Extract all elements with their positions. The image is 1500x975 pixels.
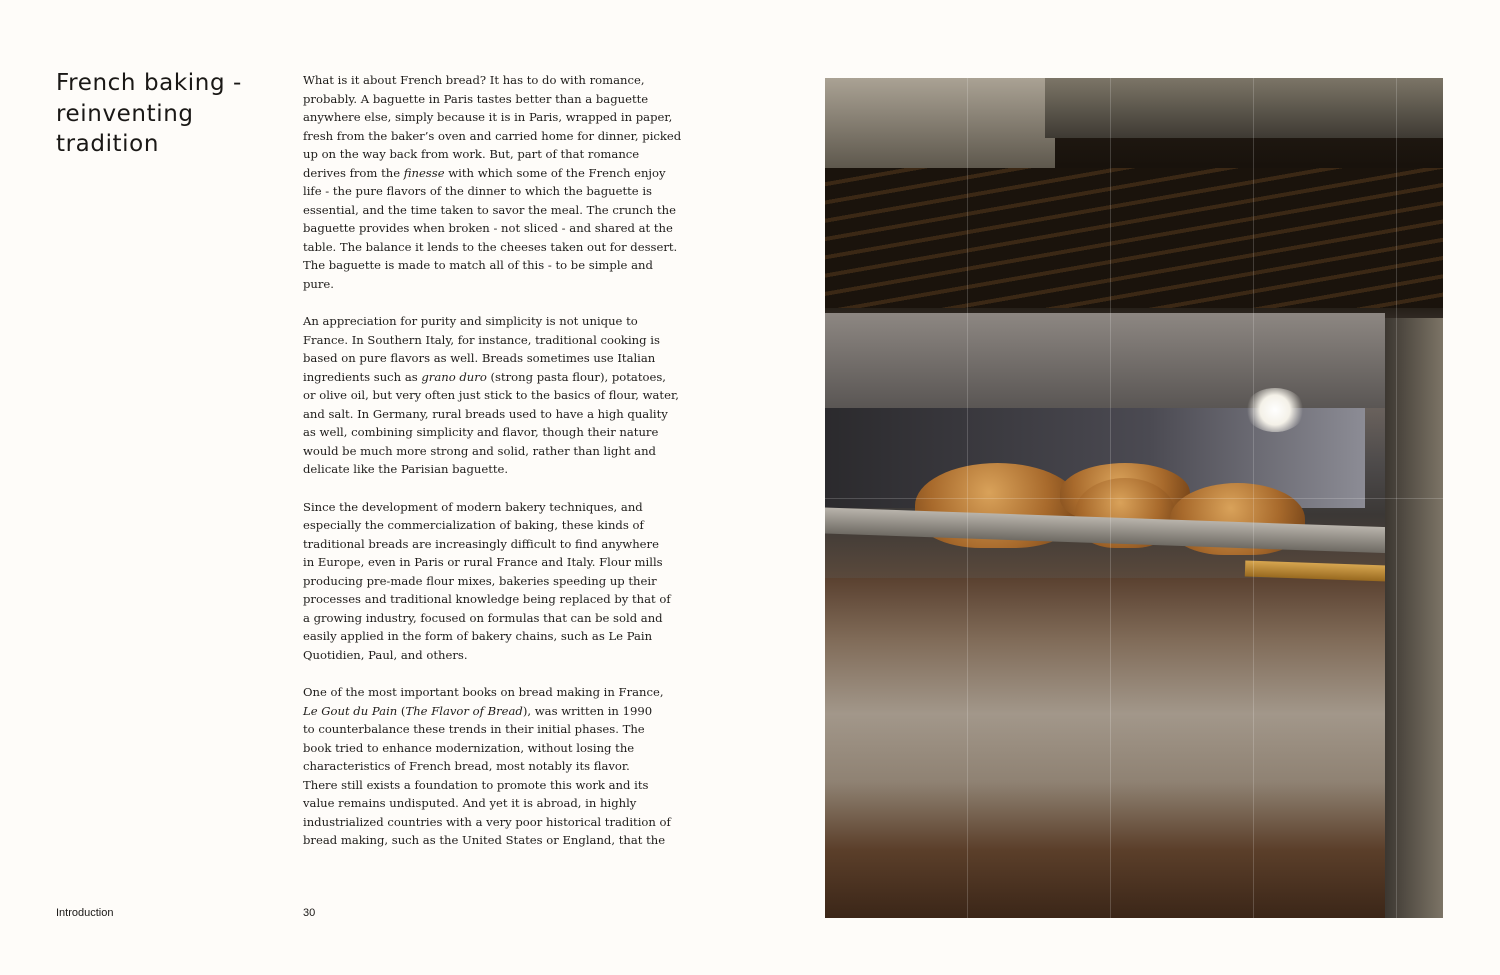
text-segment: ingredients such as — [303, 369, 422, 384]
text-line — [303, 182, 683, 201]
paragraph — [303, 498, 683, 665]
text-line — [303, 720, 683, 739]
text-line — [303, 757, 683, 776]
text-line — [303, 145, 683, 164]
text-segment: essential, and the time taken to savor the meal. The crunch the — [303, 202, 676, 217]
text-segment: value remains undisputed. And yet it is abroad, in highly — [303, 796, 637, 811]
text-line — [303, 423, 683, 442]
text-segment: What is it about French bread? It has to do with romance, — [303, 73, 645, 87]
text-segment: An appreciation for purity and simplicity is not unique to — [303, 314, 638, 329]
text-segment: in Europe, even in Paris or rural France and Italy. Flour mills — [303, 555, 663, 570]
italic-text: finesse — [403, 165, 445, 180]
text-segment: book tried to enhance modernization, without losing the — [303, 740, 635, 755]
text-segment: traditional breads are increasingly difficult to find anywhere — [303, 536, 659, 551]
heading-line: reinventing — [56, 100, 194, 127]
text-line — [303, 460, 683, 479]
text-line — [303, 627, 683, 646]
text-line — [303, 331, 683, 350]
text-segment: life - the pure flavors of the dinner to which the baguette is — [303, 184, 652, 199]
text-line — [303, 90, 683, 109]
oven-side-panel — [1385, 318, 1443, 918]
paragraph — [303, 71, 683, 294]
text-line — [303, 238, 683, 257]
text-line — [303, 405, 683, 424]
heading-line: tradition — [56, 131, 160, 157]
text-line — [303, 164, 683, 183]
text-segment: especially the commercialization of baking, these kinds of — [303, 518, 644, 533]
text-segment: The baguette is made to match all of this - to be simple and — [303, 258, 653, 273]
oven-ceiling — [825, 313, 1385, 408]
text-line — [303, 219, 683, 238]
paragraph — [303, 312, 683, 479]
hood-panel — [825, 78, 1055, 168]
text-segment: processes and traditional knowledge being replaced by that of — [303, 592, 671, 607]
text-line — [303, 776, 683, 795]
text-segment: anywhere else, simply because it is in Paris, wrapped in paper, — [303, 110, 673, 125]
text-segment: Quotidien, Paul, and others. — [303, 647, 468, 662]
text-segment: baguette provides when broken - not sliced - and shared at the — [303, 221, 673, 236]
italic-text: grano duro — [421, 369, 487, 384]
italic-text: Le Gout du Pain — [303, 703, 398, 718]
text-segment: characteristics of French bread, most notably its flavor. — [303, 759, 630, 774]
text-segment: producing pre-made flour mixes, bakeries speeding up their — [303, 573, 657, 588]
italic-text: The Flavor of Bread — [405, 703, 523, 718]
body-text — [303, 71, 683, 869]
text-line — [303, 368, 683, 387]
text-line — [303, 275, 683, 294]
text-segment: ), was written in 1990 — [522, 703, 653, 718]
text-line — [303, 794, 683, 813]
text-segment: table. The balance it lends to the cheeses taken out for dessert. — [303, 239, 678, 254]
text-segment: France. In Southern Italy, for instance, traditional cooking is — [303, 332, 660, 347]
text-line — [303, 831, 683, 850]
hood-panel — [1045, 78, 1443, 138]
text-line — [303, 609, 683, 628]
text-line — [303, 646, 683, 665]
text-segment: up on the way back from work. But, part of that romance — [303, 147, 640, 162]
text-line — [303, 442, 683, 461]
text-line — [303, 71, 683, 90]
text-line — [303, 535, 683, 554]
text-line — [303, 590, 683, 609]
text-segment: industrialized countries with a very poor historical tradition of — [303, 814, 671, 829]
text-line — [303, 256, 683, 275]
text-segment: as well, combining simplicity and flavor, though their nature — [303, 425, 659, 440]
text-segment: fresh from the baker’s oven and carried home for dinner, picked — [303, 128, 682, 143]
text-segment: based on pure flavors as well. Breads sometimes use Italian — [303, 351, 656, 366]
heading-line: French baking - — [56, 70, 242, 96]
text-segment: Since the development of modern bakery techniques, and — [303, 499, 643, 514]
text-line — [303, 553, 683, 572]
chapter-heading — [56, 68, 276, 160]
text-line — [303, 498, 683, 517]
oven-door — [825, 578, 1385, 918]
text-line — [303, 516, 683, 535]
text-segment: easily applied in the form of bakery chains, such as Le Pain — [303, 629, 653, 644]
paragraph — [303, 683, 683, 850]
text-line — [303, 312, 683, 331]
text-line — [303, 108, 683, 127]
text-segment: or olive oil, but very often just stick to the basics of flour, water, — [303, 388, 679, 403]
grid-line — [825, 498, 1443, 499]
text-line — [303, 127, 683, 146]
text-line — [303, 572, 683, 591]
text-line — [303, 813, 683, 832]
oven-hood-rails — [825, 168, 1443, 308]
text-segment: bread making, such as the United States or England, that the — [303, 833, 666, 848]
text-line — [303, 739, 683, 758]
text-segment: pure. — [303, 277, 334, 292]
text-segment: to counterbalance these trends in their initial phases. The — [303, 722, 645, 737]
footer-section-label: Introduction — [56, 907, 114, 919]
oven-lamp — [1245, 388, 1305, 432]
text-segment: a growing industry, focused on formulas that can be sold and — [303, 610, 663, 625]
text-line — [303, 683, 683, 702]
text-line — [303, 201, 683, 220]
text-segment: would be much more strong and solid, rather than light and — [303, 443, 656, 458]
text-segment: There still exists a foundation to promote this work and its — [303, 777, 649, 792]
text-line — [303, 702, 683, 721]
text-segment: ( — [397, 703, 406, 718]
text-segment: with which some of the French enjoy — [444, 165, 666, 180]
text-line — [303, 386, 683, 405]
text-segment: probably. A baguette in Paris tastes better than a baguette — [303, 91, 649, 106]
page-number: 30 — [303, 907, 316, 919]
text-line — [303, 349, 683, 368]
text-segment: derives from the — [303, 165, 404, 180]
text-segment: (strong pasta flour), potatoes, — [486, 369, 666, 384]
text-segment: and salt. In Germany, rural breads used to have a high quality — [303, 406, 668, 421]
bread-oven-photo — [825, 78, 1443, 918]
text-segment: One of the most important books on bread making in France, — [303, 685, 664, 700]
text-segment: delicate like the Parisian baguette. — [303, 462, 509, 477]
